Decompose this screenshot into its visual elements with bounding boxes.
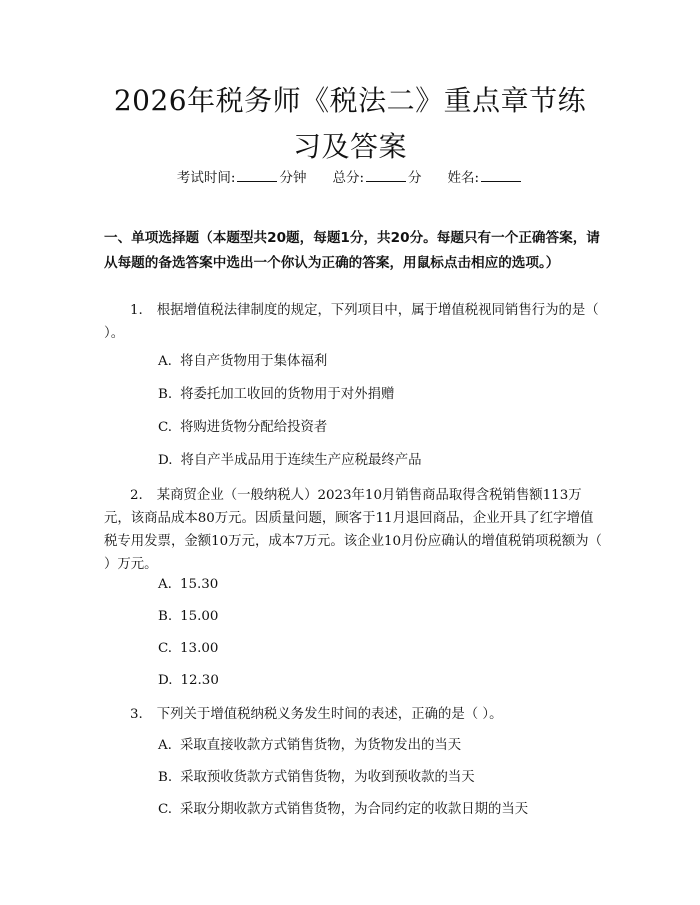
option-label: A.	[158, 738, 172, 753]
option-text: 将购进货物分配给投资者	[180, 420, 328, 435]
question-text: 下列关于增值税纳税义务发生时间的表述，正确的是（ ）。	[156, 707, 503, 722]
question-1-option-b[interactable]	[158, 384, 598, 406]
name-blank	[481, 167, 521, 182]
option-text: 采取直接收款方式销售货物，为货物发出的当天	[179, 738, 462, 753]
question-2-stem	[104, 484, 602, 576]
exam-time-unit: 分钟	[279, 170, 307, 186]
total-score-label: 总分:	[332, 170, 365, 186]
question-text: 根据增值税法律制度的规定，下列项目中，属于增值税视同销售行为的是（ ）。	[104, 303, 599, 341]
question-2-option-d[interactable]	[158, 670, 598, 692]
option-label: C.	[158, 641, 173, 656]
question-1-stem	[104, 299, 602, 345]
question-1-option-d[interactable]	[158, 450, 598, 472]
option-label: B.	[158, 770, 173, 785]
question-1-option-c[interactable]	[158, 417, 598, 439]
total-score-unit: 分	[408, 170, 422, 186]
option-label: B.	[158, 387, 173, 402]
option-text: 将自产半成品用于连续生产应税最终产品	[180, 453, 422, 468]
option-text: 将自产货物用于集体福利	[179, 354, 328, 369]
question-2-option-c[interactable]	[158, 638, 598, 660]
option-text: 13.00	[180, 641, 219, 656]
question-3-stem	[104, 703, 602, 726]
total-score-blank	[366, 167, 406, 182]
option-label: D.	[158, 673, 173, 688]
option-text: 将委托加工收回的货物用于对外捐赠	[180, 387, 395, 402]
question-text: 某商贸企业（一般纳税人）2023年10月销售商品取得含税销售额113万元，该商品成本80万元。因质量问题，顾客于11月退回商品，企业开具了红字增值税专用发票，金额10万元，成本7万元。该企业10月份应确认的增值税销项税额为（ ）万元。	[104, 488, 602, 572]
exam-info	[0, 167, 700, 189]
exam-time-blank	[237, 167, 277, 182]
name-label: 姓名:	[447, 170, 480, 186]
question-1-option-a[interactable]	[158, 351, 598, 373]
question-3-option-a[interactable]	[158, 735, 598, 757]
option-text: 采取分期收款方式销售货物，为合同约定的收款日期的当天	[180, 802, 529, 817]
option-label: D.	[158, 453, 173, 468]
section-heading: 一、单项选择题（本题型共20题，每题1分，共20分。每题只有一个正确答案，请从每题的备选答案中选出一个你认为正确的答案，用鼠标点击相应的选项。）	[104, 230, 600, 271]
option-label: C.	[158, 420, 173, 435]
option-label: A.	[158, 354, 172, 369]
option-label: B.	[158, 609, 173, 624]
option-label: C.	[158, 802, 173, 817]
question-number: 3.	[130, 707, 143, 722]
question-number: 1.	[130, 303, 143, 318]
question-number: 2.	[130, 488, 143, 503]
option-text: 采取预收货款方式销售货物，为收到预收款的当天	[180, 770, 475, 785]
option-text: 15.30	[179, 577, 219, 592]
option-text: 15.00	[180, 609, 219, 624]
question-2-option-b[interactable]	[158, 606, 598, 628]
option-label: A.	[158, 577, 172, 592]
question-2-option-a[interactable]	[158, 574, 598, 596]
exam-time-label: 考试时间:	[176, 170, 236, 186]
question-3-option-b[interactable]	[158, 767, 598, 789]
option-text: 12.30	[180, 673, 219, 688]
document-title: 2026年税务师《税法二》重点章节练习及答案	[113, 84, 587, 163]
question-3-option-c[interactable]	[158, 799, 598, 821]
